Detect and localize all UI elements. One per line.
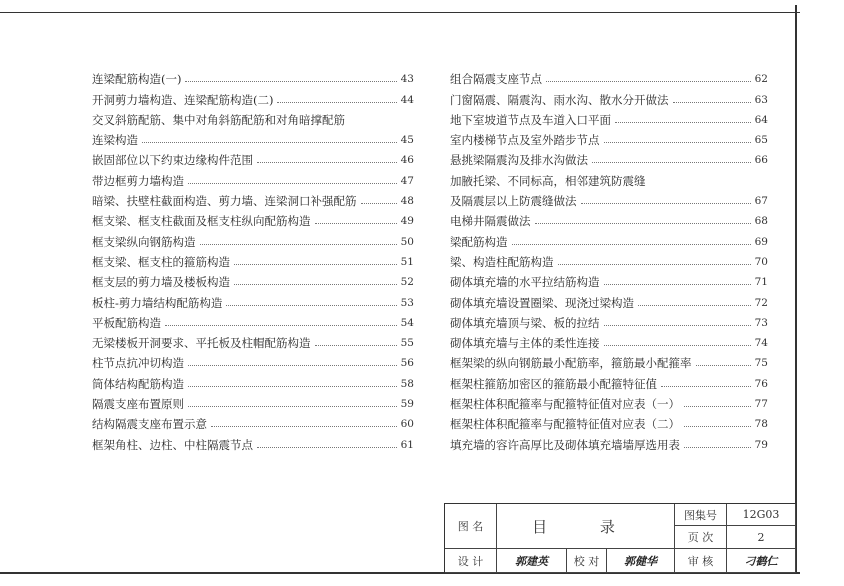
toc-entry-page: 70 — [754, 255, 768, 268]
toc-entry-page: 63 — [754, 93, 768, 106]
toc-leader-dots — [234, 264, 397, 265]
toc-entry-title: 电梯井隔震做法 — [450, 214, 535, 228]
toc-entry-page: 47 — [400, 174, 414, 187]
toc-entry-title: 开洞剪力墙构造、连梁配筋构造(二) — [92, 93, 277, 107]
toc-entry-title: 砌体填充墙与主体的柔性连接 — [450, 336, 604, 350]
toc-entry-title: 暗梁、扶壁柱截面构造、剪力墙、连梁洞口补强配筋 — [92, 194, 361, 208]
toc-entry-page: 46 — [400, 154, 414, 167]
toc-entry — [92, 208, 414, 228]
toc-entry-title: 框支梁、框支柱的箍筋构造 — [92, 255, 234, 269]
review-signature: 刁鹤仁 — [727, 549, 796, 573]
toc-leader-dots — [277, 102, 396, 103]
toc-entry-page: 44 — [400, 93, 414, 106]
toc-entry-title: 带边框剪力墙构造 — [92, 174, 188, 188]
toc-entry — [92, 228, 414, 248]
toc-leader-dots — [535, 223, 751, 224]
toc-entry — [92, 147, 414, 167]
title-block — [444, 503, 796, 573]
toc-entry-page: 55 — [400, 337, 414, 350]
check-label: 校 对 — [567, 549, 607, 573]
toc-entry-title: 框架柱体积配箍率与配箍特征值对应表（一） — [450, 397, 684, 411]
toc-leader-dots — [684, 447, 751, 448]
toc-entry-page: 60 — [400, 418, 414, 431]
toc-entry-title: 交叉斜筋配筋、集中对角斜筋配筋和对角暗撑配筋 — [92, 113, 349, 127]
toc-entry-title: 无梁楼板开洞要求、平托板及柱帽配筋构造 — [92, 336, 315, 350]
check-signature: 郭健华 — [607, 549, 675, 573]
toc-leader-dots — [546, 81, 751, 82]
toc-entry — [92, 66, 414, 86]
toc-entry-title: 嵌固部位以下约束边缘构件范围 — [92, 153, 257, 167]
toc-entry — [92, 431, 414, 451]
toc-entry — [92, 411, 414, 431]
toc-entry-title: 悬挑梁隔震沟及排水沟做法 — [450, 153, 592, 167]
toc-entry-page: 77 — [754, 398, 768, 411]
toc-entry-page: 68 — [754, 215, 768, 228]
toc-leader-dots — [142, 142, 397, 143]
toc-entry — [450, 411, 768, 431]
toc-entry — [92, 289, 414, 309]
toc-entry-page: 56 — [400, 357, 414, 370]
toc-entry — [92, 330, 414, 350]
page-value: 2 — [727, 526, 796, 549]
page-label: 页 次 — [675, 526, 727, 549]
toc-entry-page: 71 — [754, 276, 768, 289]
toc-leader-dots — [211, 426, 397, 427]
toc-leader-dots — [696, 365, 751, 366]
toc-leader-dots — [558, 264, 751, 265]
atlas-label: 图集号 — [675, 504, 727, 526]
design-label: 设 计 — [445, 549, 497, 573]
toc-leader-dots — [257, 162, 397, 163]
toc-entry-title: 框架柱箍筋加密区的箍筋最小配箍特征值 — [450, 377, 661, 391]
toc-entry-title: 框架角柱、边柱、中柱隔震节点 — [92, 438, 257, 452]
toc-entry-title: 框架柱体积配箍率与配箍特征值对应表（二） — [450, 417, 684, 431]
toc-entry-page: 72 — [754, 296, 768, 309]
toc-entry-page: 52 — [400, 276, 414, 289]
toc-entry — [450, 289, 768, 309]
toc-left-column — [92, 66, 414, 452]
toc-entry — [92, 310, 414, 330]
toc-entry-page: 53 — [400, 296, 414, 309]
toc-entry-title: 砌体填充墙顶与梁、板的拉结 — [450, 316, 604, 330]
toc-leader-dots — [361, 203, 397, 204]
toc-entry — [450, 86, 768, 106]
toc-entry-title: 加腋托梁、不同标高，相邻建筑防震缝 — [450, 174, 650, 188]
toc-leader-dots — [315, 223, 397, 224]
toc-entry-title: 板柱-剪力墙结构配筋构造 — [92, 296, 226, 310]
toc-entry-title: 隔震支座布置原则 — [92, 397, 188, 411]
toc-entry-title: 柱节点抗冲切构造 — [92, 356, 188, 370]
toc-entry — [92, 249, 414, 269]
toc-entry-title: 砌体填充墙的水平拉结筋构造 — [450, 275, 604, 289]
toc-leader-dots — [188, 365, 397, 366]
toc-entry-title: 填充墙的容许高厚比及砌体填充墙墙厚选用表 — [450, 438, 684, 452]
toc-entry-page: 78 — [754, 418, 768, 431]
tuming-label: 图 名 — [445, 504, 497, 549]
toc-leader-dots — [661, 386, 751, 387]
toc-entry-page: 66 — [754, 154, 768, 167]
toc-entry-title: 框架梁的纵向钢筋最小配筋率，箍筋最小配箍率 — [450, 356, 696, 370]
toc-entry-page: 64 — [754, 113, 768, 126]
review-label: 审 核 — [675, 549, 727, 573]
toc-entry — [450, 107, 768, 127]
toc-leader-dots — [200, 244, 397, 245]
toc-entry-page: 48 — [400, 195, 414, 208]
toc-entry-title: 室内楼梯节点及室外踏步节点 — [450, 133, 604, 147]
toc-entry — [450, 310, 768, 330]
toc-entry-title: 及隔震层以上防震缝做法 — [450, 194, 581, 208]
toc-entry-page: 67 — [754, 195, 768, 208]
toc-entry-title: 框支梁纵向钢筋构造 — [92, 235, 200, 249]
toc-leader-dots — [604, 345, 751, 346]
toc-leader-dots — [604, 325, 751, 326]
toc-entry — [92, 167, 414, 187]
toc-leader-dots — [188, 386, 397, 387]
toc-leader-dots — [684, 406, 751, 407]
toc-entry-title: 结构隔震支座布置示意 — [92, 417, 211, 431]
toc-entry — [450, 370, 768, 390]
toc-leader-dots — [188, 183, 397, 184]
toc-entry-page: 62 — [754, 73, 768, 86]
toc-right-column — [450, 66, 768, 452]
toc-entry-page: 75 — [754, 357, 768, 370]
toc-entry — [450, 147, 768, 167]
toc-entry-page: 65 — [754, 134, 768, 147]
toc-entry-page: 79 — [754, 438, 768, 451]
toc-entry — [92, 370, 414, 390]
toc-entry-page: 45 — [400, 134, 414, 147]
toc-entry-title: 门窗隔震、隔震沟、雨水沟、散水分开做法 — [450, 93, 673, 107]
toc-entry-page: 51 — [400, 255, 414, 268]
toc-leader-dots — [592, 162, 751, 163]
toc-entry — [92, 391, 414, 411]
toc-entry — [92, 350, 414, 370]
toc-leader-dots — [684, 426, 751, 427]
toc-entry-page: 50 — [400, 235, 414, 248]
toc-leader-dots — [226, 305, 396, 306]
toc-entry — [450, 249, 768, 269]
toc-entry-title: 梁、构造柱配筋构造 — [450, 255, 558, 269]
toc-entry — [92, 86, 414, 106]
toc-leader-dots — [185, 81, 396, 82]
toc-entry — [450, 350, 768, 370]
toc-entry — [450, 391, 768, 411]
toc-entry-title: 连梁构造 — [92, 133, 142, 147]
toc-entry — [92, 127, 414, 147]
toc-leader-dots — [638, 305, 751, 306]
toc-entry — [92, 269, 414, 289]
toc-leader-dots — [673, 102, 751, 103]
toc-entry — [450, 330, 768, 350]
drawing-frame-top — [0, 0, 800, 13]
toc-entry-page: 73 — [754, 316, 768, 329]
tuming-value: 目 录 — [497, 504, 675, 549]
toc-entry — [92, 188, 414, 208]
toc-entry — [450, 66, 768, 86]
toc-entry-page: 74 — [754, 337, 768, 350]
toc-leader-dots — [581, 203, 751, 204]
toc-entry — [450, 127, 768, 147]
toc-entry — [92, 107, 414, 127]
toc-entry-page: 43 — [400, 73, 414, 86]
toc-leader-dots — [234, 284, 397, 285]
toc-leader-dots — [604, 142, 751, 143]
toc-leader-dots — [165, 325, 397, 326]
toc-leader-dots — [188, 406, 397, 407]
toc-entry — [450, 167, 768, 187]
toc-entry-page: 58 — [400, 377, 414, 390]
toc-entry — [450, 228, 768, 248]
toc-entry-page: 61 — [400, 438, 414, 451]
toc-leader-dots — [512, 244, 751, 245]
drawing-frame-right — [795, 5, 797, 573]
toc-entry-title: 梁配筋构造 — [450, 235, 512, 249]
toc-entry-title: 组合隔震支座节点 — [450, 72, 546, 86]
toc-entry-page: 49 — [400, 215, 414, 228]
toc-leader-dots — [615, 122, 751, 123]
toc-entry — [450, 188, 768, 208]
toc-leader-dots — [257, 447, 397, 448]
toc-entry-page: 54 — [400, 316, 414, 329]
toc-entry-title: 平板配筋构造 — [92, 316, 165, 330]
design-signature: 郭建英 — [497, 549, 567, 573]
toc-entry-title: 连梁配筋构造(一) — [92, 72, 185, 86]
toc-leader-dots — [604, 284, 751, 285]
toc-entry-title: 地下室坡道节点及车道入口平面 — [450, 113, 615, 127]
toc-entry — [450, 208, 768, 228]
toc-entry-page: 59 — [400, 398, 414, 411]
toc-entry-title: 框支层的剪力墙及楼板构造 — [92, 275, 234, 289]
toc-entry — [450, 431, 768, 451]
toc-entry-title: 砌体填充墙设置圈梁、现浇过梁构造 — [450, 296, 638, 310]
atlas-value: 12G03 — [727, 504, 796, 526]
toc-entry-page: 76 — [754, 377, 768, 390]
toc-entry-title: 筒体结构配筋构造 — [92, 377, 188, 391]
toc-entry-title: 框支梁、框支柱截面及框支柱纵向配筋构造 — [92, 214, 315, 228]
toc-leader-dots — [315, 345, 397, 346]
toc-entry — [450, 269, 768, 289]
toc-entry-page: 69 — [754, 235, 768, 248]
